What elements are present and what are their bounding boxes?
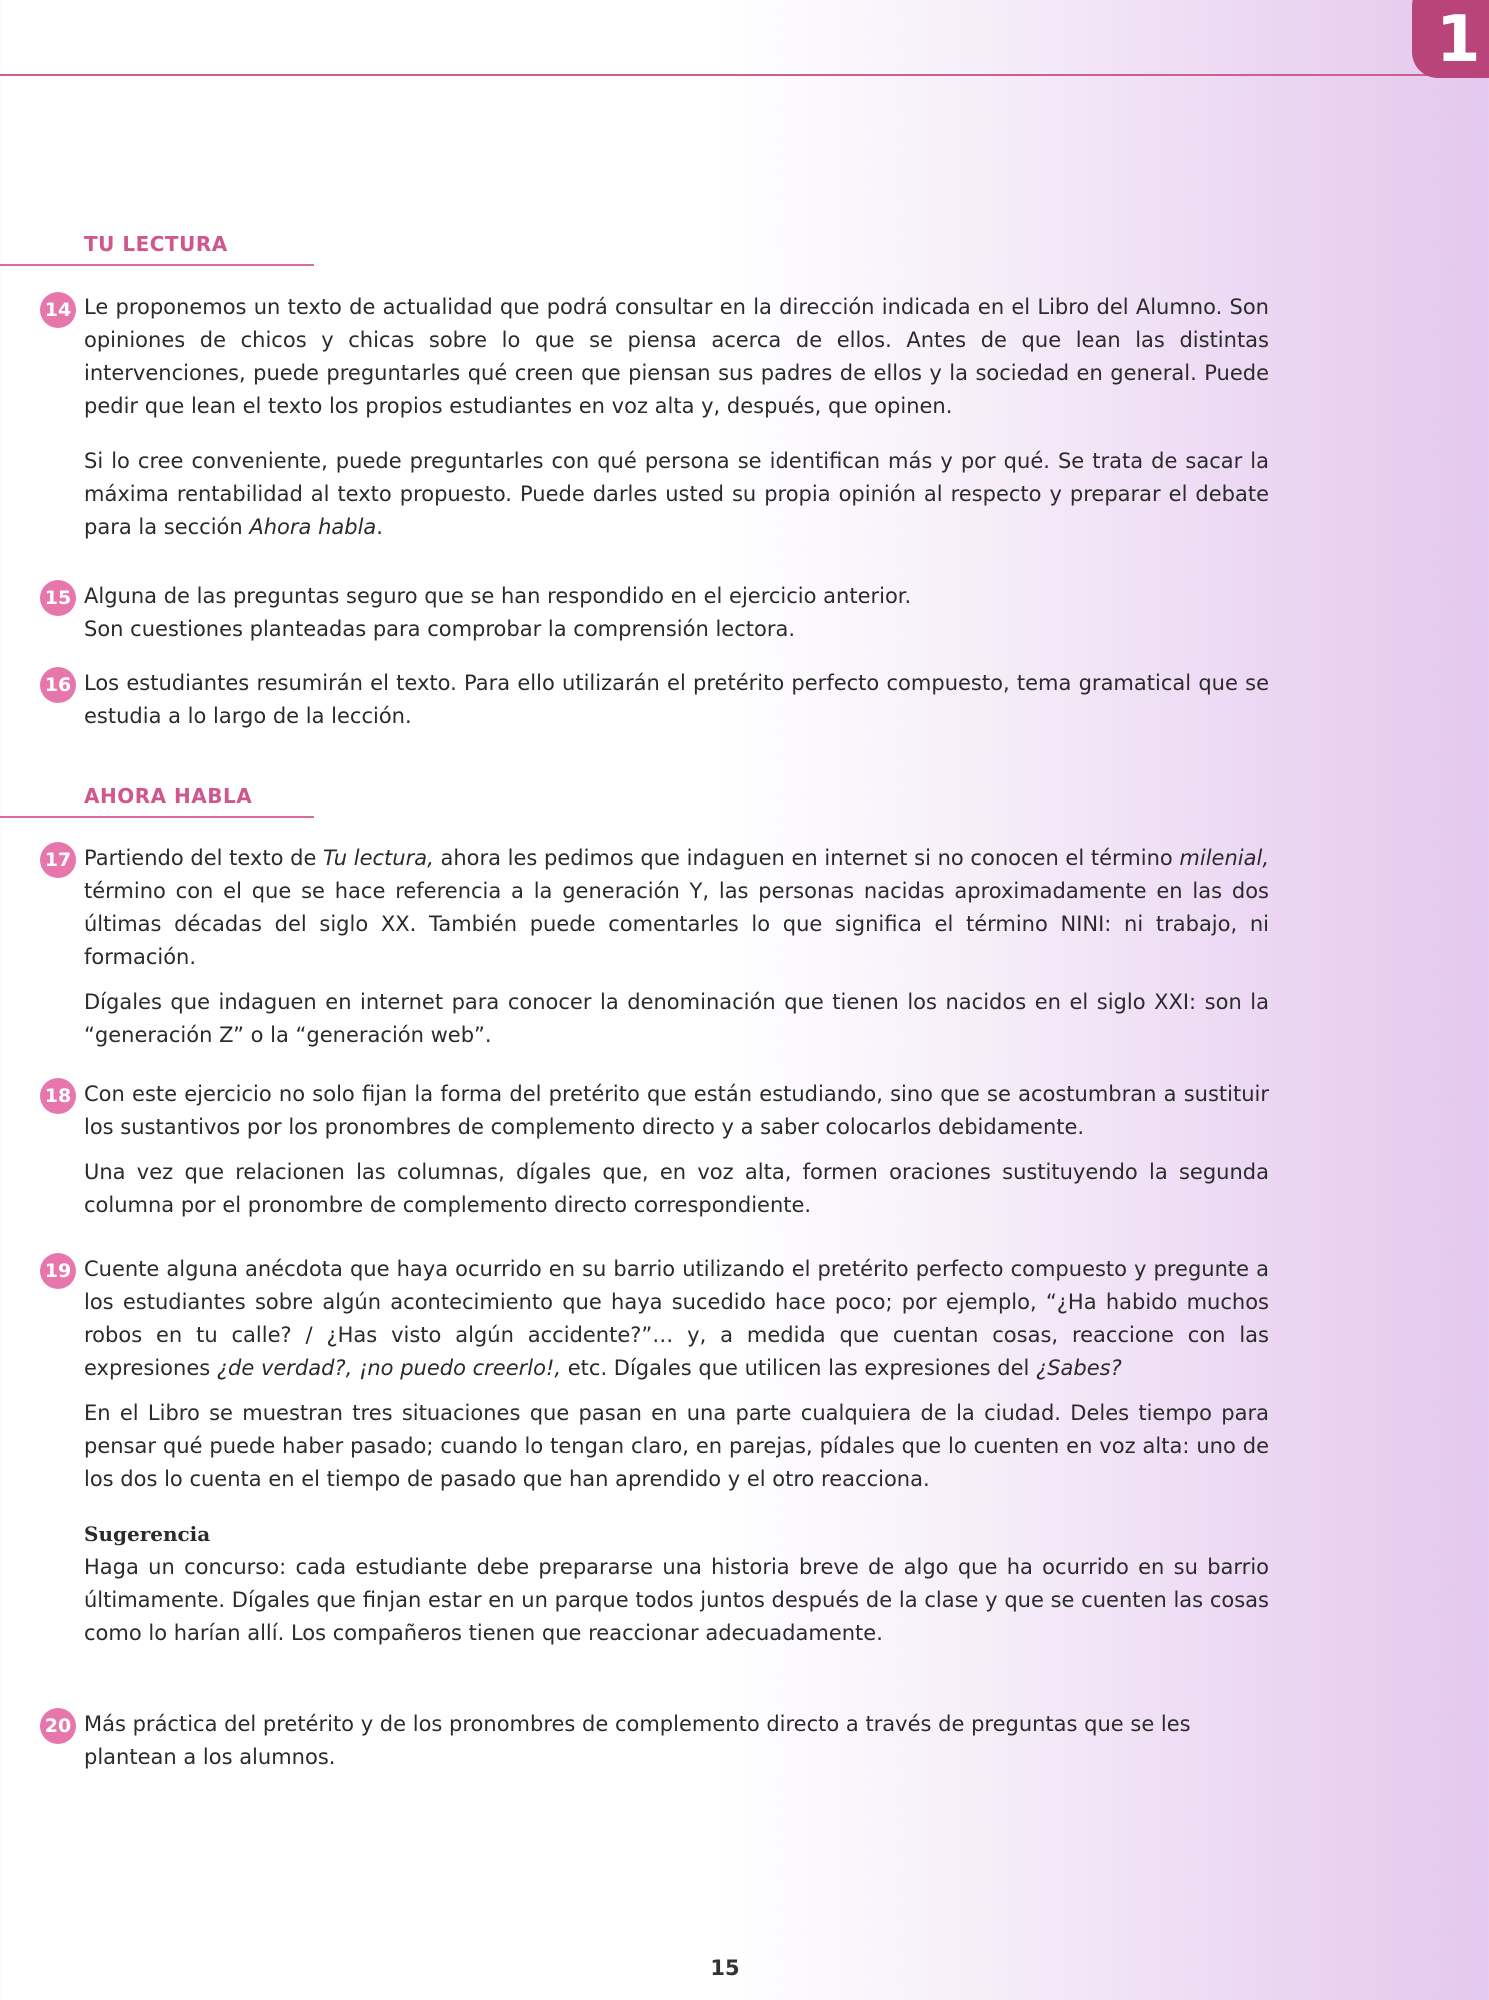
item-18-paragraph-2: Una vez que relacionen las columnas, dígales que, en voz alta, formen oraciones sustituyendo la segunda columna por el pronombre de complemento directo correspondiente. bbox=[84, 1160, 1269, 1217]
item-14-paragraph-1: Le proponemos un texto de actualidad que podrá consultar en la dirección indicada en el Libro del Alumno. Son opiniones de chicos y chicas sobre lo que se piensa acerca de ellos. Antes de que lean las distintas intervenciones, puede preguntarles qué creen que piensan sus padres de ellos y la sociedad en general. Puede pedir que lean el texto los propios estudiantes en voz alta y, después, que opinen. bbox=[84, 295, 1269, 418]
item-15 bbox=[84, 580, 1269, 646]
text-run: Cuente alguna anécdota que haya ocurrido en su barrio utilizando el pretérito perfecto compuesto y pregunte a los estudiantes sobre algún acontecimiento que haya sucedido hace poco; por ejemplo, “¿Ha habido muchos robos en tu calle? / ¿Has visto algún accidente?”… y, a medida que cuentan cosas, reaccione con las expresiones bbox=[84, 1257, 1269, 1380]
text-emphasis: ¿de verdad?, ¡no puedo creerlo!, bbox=[216, 1356, 562, 1380]
item-14 bbox=[84, 291, 1269, 544]
text-emphasis: Tu lectura, bbox=[323, 846, 434, 870]
chapter-number: 1 bbox=[1436, 3, 1481, 77]
item-number-16: 16 bbox=[40, 667, 76, 703]
text-emphasis: Ahora habla bbox=[249, 515, 377, 539]
text-run: Partiendo del texto de bbox=[84, 846, 324, 870]
item-19-paragraph-1 bbox=[84, 1253, 1269, 1385]
page-number: 15 bbox=[710, 1956, 740, 1980]
sugerencia-title: Sugerencia bbox=[84, 1522, 211, 1546]
item-17 bbox=[84, 842, 1269, 1052]
item-19 bbox=[84, 1253, 1269, 1650]
item-20-paragraph: Más práctica del pretérito y de los pronombres de complemento directo a través de preguntas que se les plantean a los alumnos. bbox=[84, 1712, 1191, 1769]
text-run: ahora les pedimos que indaguen en internet si no conocen el término bbox=[433, 846, 1180, 870]
text-run: . bbox=[376, 515, 383, 539]
text-emphasis: ¿Sabes? bbox=[1036, 1356, 1122, 1380]
item-number-18: 18 bbox=[40, 1078, 76, 1114]
item-16-paragraph: Los estudiantes resumirán el texto. Para ello utilizarán el pretérito perfecto compuesto, tema gramatical que se estudia a lo largo de la lección. bbox=[84, 671, 1269, 728]
text-emphasis: milenial, bbox=[1179, 846, 1269, 870]
item-number-20: 20 bbox=[40, 1708, 76, 1744]
item-number-17: 17 bbox=[40, 842, 76, 878]
section-heading-ahora-habla: AHORA HABLA bbox=[0, 784, 314, 818]
item-19-paragraph-2: En el Libro se muestran tres situaciones que pasan en una parte cualquiera de la ciudad. Deles tiempo para pensar qué puede haber pasado; cuando lo tengan claro, en parejas, pídales que lo cuenten en voz alta: uno de los dos lo cuenta en el tiempo de pasado que han aprendido y el otro reacciona. bbox=[84, 1401, 1269, 1491]
item-number-14: 14 bbox=[40, 292, 76, 328]
sugerencia-paragraph: Haga un concurso: cada estudiante debe prepararse una historia breve de algo que ha ocurrido en su barrio últimamente. Dígales que finjan estar en un parque todos juntos después de la clase y que se cuenten las cosas como lo harían allí. Los compañeros tienen que reaccionar adecuadamente. bbox=[84, 1555, 1269, 1645]
text-run: etc. Dígales que utilicen las expresiones del bbox=[561, 1356, 1037, 1380]
item-18-paragraph-1: Con este ejercicio no solo fijan la forma del pretérito que están estudiando, sino que se acostumbran a sustituir los sustantivos por los pronombres de complemento directo y a saber colocarlos debidamente. bbox=[84, 1082, 1269, 1139]
text-run: término con el que se hace referencia a la generación Y, las personas nacidas aproximadamente en las dos últimas décadas del siglo XX. También puede comentarles lo que significa el término NINI: ni trabajo, ni formación. bbox=[84, 879, 1269, 969]
item-18 bbox=[84, 1078, 1269, 1222]
section-heading-tu-lectura: TU LECTURA bbox=[0, 232, 314, 266]
item-number-19: 19 bbox=[40, 1253, 76, 1289]
item-20 bbox=[84, 1708, 1269, 1774]
header-rule bbox=[0, 74, 1450, 76]
item-17-paragraph-1 bbox=[84, 842, 1269, 974]
chapter-tab bbox=[1412, 0, 1489, 78]
item-number-15: 15 bbox=[40, 580, 76, 616]
item-14-paragraph-2 bbox=[84, 445, 1269, 544]
text-run: Si lo cree conveniente, puede preguntarles con qué persona se identifican más y por qué. Se trata de sacar la máxima rentabilidad al texto propuesto. Puede darles usted su propia opinión al respecto y preparar el debate para la sección bbox=[84, 449, 1269, 539]
item-15-line-1: Alguna de las preguntas seguro que se han respondido en el ejercicio anterior. bbox=[84, 584, 912, 608]
item-16 bbox=[84, 667, 1269, 733]
item-15-line-2: Son cuestiones planteadas para comprobar la comprensión lectora. bbox=[84, 617, 796, 641]
item-17-paragraph-2: Dígales que indaguen en internet para conocer la denominación que tienen los nacidos en el siglo XXI: son la “generación Z” o la “generación web”. bbox=[84, 990, 1269, 1047]
